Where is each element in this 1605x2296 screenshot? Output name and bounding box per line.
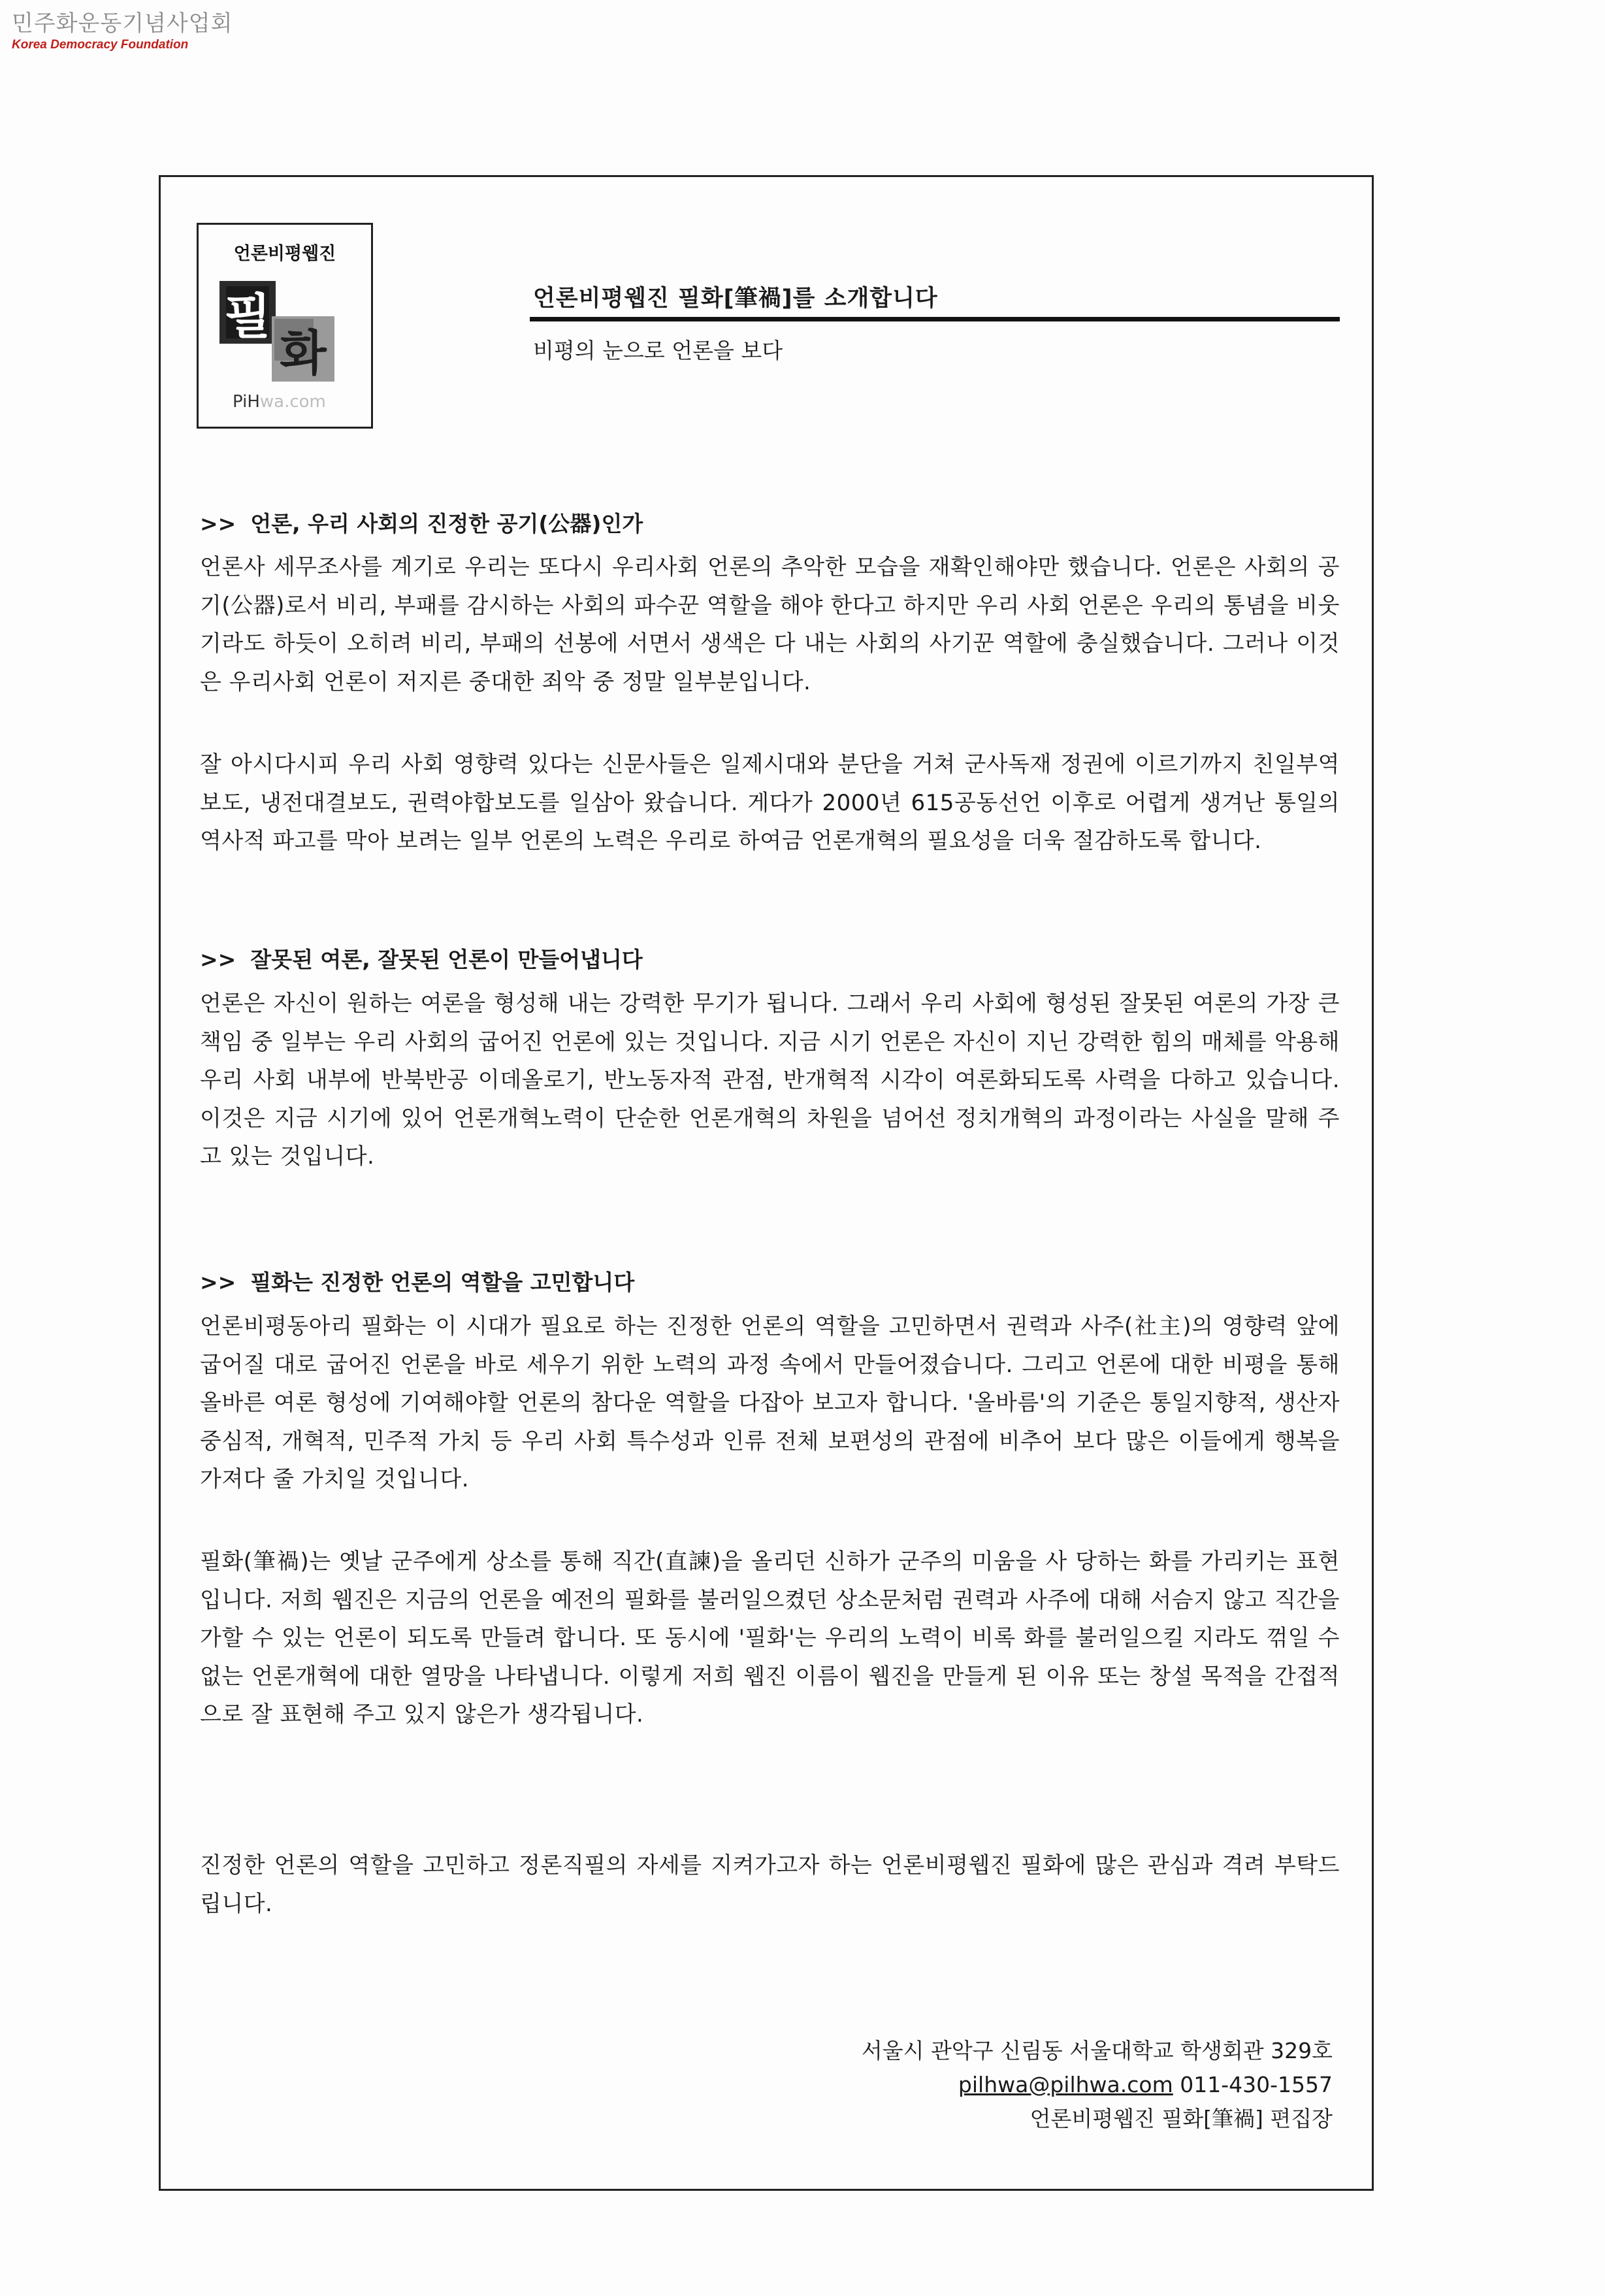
signature-contact	[745, 2068, 1333, 2102]
logo-site	[233, 392, 326, 412]
section-heading-text: 언론, 우리 사회의 진정한 공기(公器)인가	[250, 511, 643, 536]
section-heading-text: 필화는 진정한 언론의 역할을 고민합니다	[250, 1270, 635, 1295]
signature-address: 서울시 관악구 신림동 서울대학교 학생회관 329호	[861, 2038, 1333, 2063]
closing-paragraph: 진정한 언론의 역할을 고민하고 정론직필의 자세를 지켜가고자 하는 언론비평웹진 필화에 많은 관심과 격려 부탁드립니다.	[200, 1852, 1340, 1917]
intro-subtitle: 비평의 눈으로 언론을 보다	[533, 338, 783, 363]
logo-syllable-2: 화	[280, 325, 327, 382]
section-1-paragraph-1: 언론사 세무조사를 계기로 우리는 또다시 우리사회 언론의 추악한 모습을 재확인해야만 했습니다. 언론은 사회의 공기(公器)로서 비리, 부패를 감시하는 사회의 파수꾼 역할을 해야 한다고 하지만 우리 사회 언론은 우리의 통념을 비웃기라도 하듯이 오히려 비리, 부패의 선봉에 서면서 생색은 다 내는 사회의 사기꾼 역할에 충실했습니다. 그러나 이것은 우리사회 언론이 저지른 중대한 죄악 중 정말 일부분입니다.	[200, 554, 1340, 695]
section-heading-2	[200, 943, 643, 974]
section-marker: >>	[200, 1270, 236, 1295]
section-heading-text: 잘못된 여론, 잘못된 언론이 만들어냅니다	[250, 947, 643, 972]
document-frame	[159, 175, 1374, 2191]
section-marker: >>	[200, 947, 236, 972]
logo-caption: 언론비평웹진	[233, 244, 336, 264]
intro-title: 언론비평웹진 필화[筆禍]를 소개합니다	[533, 286, 938, 312]
pilhwa-logo-icon	[206, 276, 363, 387]
section-heading-1	[200, 507, 643, 538]
logo-site-dark: PiH	[233, 392, 260, 412]
webzine-logo	[197, 223, 373, 429]
section-1-paragraph-2: 잘 아시다시피 우리 사회 영향력 있다는 신문사들은 일제시대와 분단을 거쳐 군사독재 정권에 이르기까지 친일부역보도, 냉전대결보도, 권력야합보도를 일삼아 왔습니다. 게다가 2000년 615공동선언 이후로 어렵게 생겨난 통일의 역사적 파고를 막아 보려는 일부 언론의 노력은 우리로 하여금 언론개혁의 필요성을 더욱 절감하도록 합니다.	[200, 751, 1340, 854]
section-3-paragraph-2: 필화(筆禍)는 옛날 군주에게 상소를 통해 직간(直諫)을 올리던 신하가 군주의 미움을 사 당하는 화를 가리키는 표현입니다. 저희 웹진은 지금의 언론을 예전의 필화를 불러일으켰던 상소문처럼 권력과 사주에 대해 서슴지 않고 직간을 가할 수 있는 언론이 되도록 만들려 합니다. 또 동시에 '필화'는 우리의 노력이 비록 화를 불러일으킬 지라도 꺾일 수 없는 언론개혁에 대한 열망을 나타냅니다. 이렇게 저희 웹진 이름이 웹진을 만들게 된 이유 또는 창설 목적을 간접적으로 잘 표현해 주고 있지 않은가 생각됩니다.	[200, 1549, 1340, 1728]
section-heading-3	[200, 1266, 634, 1296]
watermark-english: Korea Democracy Foundation	[12, 38, 189, 52]
section-3-paragraph-1: 언론비평동아리 필화는 이 시대가 필요로 하는 진정한 언론의 역할을 고민하면서 권력과 사주(社主)의 영향력 앞에 굽어질 대로 굽어진 언론을 바로 세우기 위한 노력의 과정 속에서 만들어졌습니다. 그리고 언론에 대한 비평을 통해 올바른 여론 형성에 기여해야할 언론의 참다운 역할을 다잡아 보고자 합니다. '올바름'의 기준은 통일지향적, 생산자 중심적, 개혁적, 민주적 가치 등 우리 사회 특수성과 인류 전체 보편성의 관점에 비추어 보다 많은 이들에게 행복을 가져다 줄 가치일 것입니다.	[200, 1313, 1340, 1492]
logo-syllable-1: 필	[224, 289, 271, 345]
title-rule	[530, 317, 1340, 321]
section-marker: >>	[200, 511, 236, 536]
watermark	[12, 9, 233, 52]
signature-sender: 언론비평웹진 필화[筆禍] 편집장	[1029, 2106, 1333, 2131]
watermark-korean: 민주화운동기념사업회	[12, 10, 233, 37]
signature-email[interactable]: pilhwa@pilhwa.com	[958, 2072, 1173, 2097]
signature-phone: 011-430-1557	[1180, 2072, 1333, 2097]
signature-block	[745, 2034, 1333, 2136]
logo-site-faint: wa.com	[259, 392, 326, 412]
section-2-paragraph-1: 언론은 자신이 원하는 여론을 형성해 내는 강력한 무기가 됩니다. 그래서 우리 사회에 형성된 잘못된 여론의 가장 큰 책임 중 일부는 우리 사회의 굽어진 언론에 있는 것입니다. 지금 시기 언론은 자신이 지닌 강력한 힘의 매체를 악용해 우리 사회 내부에 반북반공 이데올로기, 반노동자적 관점, 반개혁적 시각이 여론화되도록 사력을 다하고 있습니다. 이것은 지금 시기에 있어 언론개혁노력이 단순한 언론개혁의 차원을 넘어선 정치개혁의 과정이라는 사실을 말해 주고 있는 것입니다.	[200, 991, 1340, 1170]
